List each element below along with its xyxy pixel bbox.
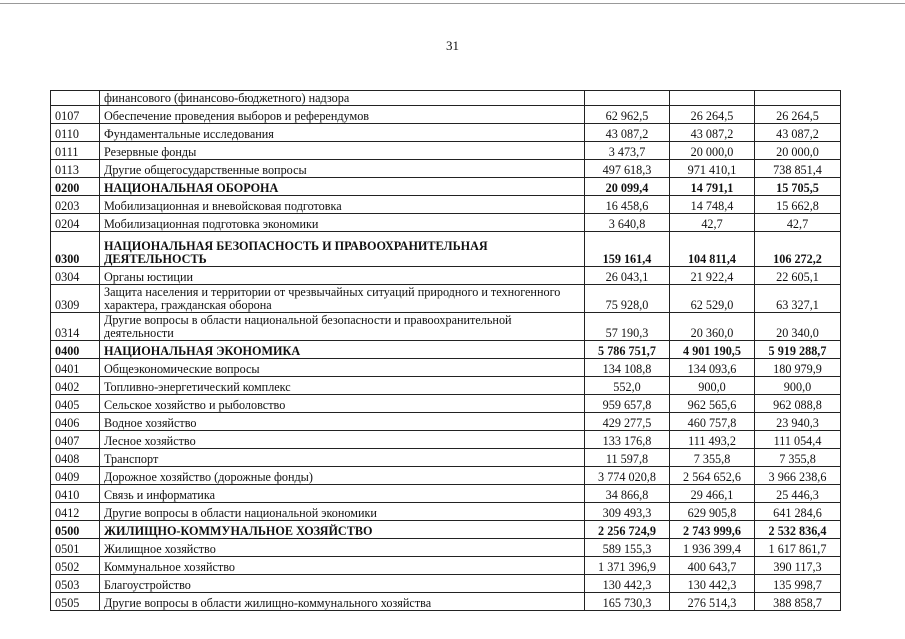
section-code: 0407 [51, 431, 100, 449]
value-col-3: 42,7 [755, 214, 841, 232]
table-row [51, 467, 841, 485]
value-col-3: 135 998,7 [755, 575, 841, 593]
value-col-1: 959 657,8 [585, 395, 670, 413]
value-col-1: 34 866,8 [585, 485, 670, 503]
value-col-1 [585, 91, 670, 106]
value-col-1: 3 473,7 [585, 142, 670, 160]
value-col-3: 2 532 836,4 [755, 521, 841, 539]
section-name: Фундаментальные исследования [100, 124, 585, 142]
table-row [51, 575, 841, 593]
section-name: Мобилизационная и вневойсковая подготовка [100, 196, 585, 214]
value-col-2: 460 757,8 [670, 413, 755, 431]
section-code: 0410 [51, 485, 100, 503]
table-row [51, 413, 841, 431]
section-name: Органы юстиции [100, 267, 585, 285]
value-col-1: 3 774 020,8 [585, 467, 670, 485]
section-name: Другие вопросы в области жилищно-коммунального хозяйства [100, 593, 585, 611]
table-row [51, 359, 841, 377]
value-col-1: 159 161,4 [585, 232, 670, 267]
table-row [51, 285, 841, 313]
section-code: 0309 [51, 285, 100, 313]
value-col-2: 20 000,0 [670, 142, 755, 160]
section-code: 0110 [51, 124, 100, 142]
value-col-2: 104 811,4 [670, 232, 755, 267]
section-code: 0314 [51, 313, 100, 341]
section-code: 0401 [51, 359, 100, 377]
section-name: Благоустройство [100, 575, 585, 593]
value-col-3: 43 087,2 [755, 124, 841, 142]
value-col-2: 971 410,1 [670, 160, 755, 178]
value-col-2: 43 087,2 [670, 124, 755, 142]
value-col-2: 111 493,2 [670, 431, 755, 449]
value-col-3 [755, 91, 841, 106]
value-col-1: 5 786 751,7 [585, 341, 670, 359]
section-code: 0405 [51, 395, 100, 413]
section-code: 0503 [51, 575, 100, 593]
table-row [51, 106, 841, 124]
table-row [51, 196, 841, 214]
page-number: 31 [446, 38, 459, 53]
value-col-3: 111 054,4 [755, 431, 841, 449]
table-row [51, 503, 841, 521]
section-name: Защита населения и территории от чрезвычайных ситуаций природного и техногенного характера, гражданская оборона [100, 285, 585, 313]
section-code: 0304 [51, 267, 100, 285]
value-col-1: 552,0 [585, 377, 670, 395]
value-col-2: 29 466,1 [670, 485, 755, 503]
section-code: 0406 [51, 413, 100, 431]
value-col-2: 276 514,3 [670, 593, 755, 611]
value-col-2 [670, 91, 755, 106]
value-col-2: 1 936 399,4 [670, 539, 755, 557]
value-col-3: 180 979,9 [755, 359, 841, 377]
section-name: Мобилизационная подготовка экономики [100, 214, 585, 232]
value-col-1: 43 087,2 [585, 124, 670, 142]
table-row [51, 142, 841, 160]
value-col-1: 62 962,5 [585, 106, 670, 124]
value-col-3: 7 355,8 [755, 449, 841, 467]
table-row [51, 267, 841, 285]
section-name: НАЦИОНАЛЬНАЯ ЭКОНОМИКА [100, 341, 585, 359]
value-col-2: 629 905,8 [670, 503, 755, 521]
section-code: 0409 [51, 467, 100, 485]
budget-table [50, 90, 841, 611]
value-col-3: 22 605,1 [755, 267, 841, 285]
section-name: НАЦИОНАЛЬНАЯ БЕЗОПАСНОСТЬ И ПРАВООХРАНИТЕЛЬНАЯ ДЕЯТЕЛЬНОСТЬ [100, 232, 585, 267]
table-row [51, 449, 841, 467]
section-code [51, 91, 100, 106]
value-col-2: 4 901 190,5 [670, 341, 755, 359]
value-col-3: 390 117,3 [755, 557, 841, 575]
value-col-3: 63 327,1 [755, 285, 841, 313]
section-code: 0200 [51, 178, 100, 196]
section-name: Резервные фонды [100, 142, 585, 160]
table-row [51, 124, 841, 142]
value-col-3: 106 272,2 [755, 232, 841, 267]
section-name: Топливно-энергетический комплекс [100, 377, 585, 395]
table-row [51, 485, 841, 503]
value-col-1: 309 493,3 [585, 503, 670, 521]
value-col-1: 133 176,8 [585, 431, 670, 449]
value-col-1: 497 618,3 [585, 160, 670, 178]
table-row-section-total [51, 232, 841, 267]
section-code: 0408 [51, 449, 100, 467]
section-code: 0402 [51, 377, 100, 395]
section-code: 0203 [51, 196, 100, 214]
value-col-1: 429 277,5 [585, 413, 670, 431]
value-col-3: 23 940,3 [755, 413, 841, 431]
section-code: 0113 [51, 160, 100, 178]
section-code: 0300 [51, 232, 100, 267]
value-col-2: 962 565,6 [670, 395, 755, 413]
value-col-2: 42,7 [670, 214, 755, 232]
section-code: 0412 [51, 503, 100, 521]
table-row [51, 313, 841, 341]
value-col-2: 134 093,6 [670, 359, 755, 377]
value-col-1: 589 155,3 [585, 539, 670, 557]
value-col-2: 130 442,3 [670, 575, 755, 593]
table-row [51, 557, 841, 575]
value-col-1: 11 597,8 [585, 449, 670, 467]
value-col-2: 20 360,0 [670, 313, 755, 341]
value-col-3: 900,0 [755, 377, 841, 395]
value-col-2: 14 791,1 [670, 178, 755, 196]
section-name: Другие общегосударственные вопросы [100, 160, 585, 178]
value-col-3: 15 705,5 [755, 178, 841, 196]
value-col-3: 962 088,8 [755, 395, 841, 413]
section-name: финансового (финансово-бюджетного) надзора [100, 91, 585, 106]
section-code: 0500 [51, 521, 100, 539]
section-name: Транспорт [100, 449, 585, 467]
value-col-1: 165 730,3 [585, 593, 670, 611]
section-name: Дорожное хозяйство (дорожные фонды) [100, 467, 585, 485]
top-rule [0, 3, 905, 4]
table-row-section-total [51, 521, 841, 539]
value-col-2: 7 355,8 [670, 449, 755, 467]
section-name: Другие вопросы в области национальной экономики [100, 503, 585, 521]
table-row-section-total [51, 341, 841, 359]
value-col-3: 20 340,0 [755, 313, 841, 341]
value-col-3: 3 966 238,6 [755, 467, 841, 485]
section-name: Лесное хозяйство [100, 431, 585, 449]
table-row [51, 539, 841, 557]
value-col-1: 16 458,6 [585, 196, 670, 214]
section-name: Общеэкономические вопросы [100, 359, 585, 377]
value-col-3: 1 617 861,7 [755, 539, 841, 557]
section-name: Коммунальное хозяйство [100, 557, 585, 575]
value-col-1: 20 099,4 [585, 178, 670, 196]
value-col-2: 14 748,4 [670, 196, 755, 214]
value-col-1: 130 442,3 [585, 575, 670, 593]
section-code: 0107 [51, 106, 100, 124]
value-col-3: 5 919 288,7 [755, 341, 841, 359]
table-row [51, 431, 841, 449]
table-row [51, 214, 841, 232]
value-col-3: 25 446,3 [755, 485, 841, 503]
value-col-2: 400 643,7 [670, 557, 755, 575]
section-code: 0501 [51, 539, 100, 557]
value-col-1: 3 640,8 [585, 214, 670, 232]
value-col-2: 21 922,4 [670, 267, 755, 285]
table-row [51, 395, 841, 413]
section-name: Сельское хозяйство и рыболовство [100, 395, 585, 413]
section-name: Другие вопросы в области национальной безопасности и правоохранительной деятельности [100, 313, 585, 341]
table-row [51, 593, 841, 611]
section-code: 0505 [51, 593, 100, 611]
value-col-1: 26 043,1 [585, 267, 670, 285]
table-row [51, 377, 841, 395]
value-col-3: 26 264,5 [755, 106, 841, 124]
value-col-2: 26 264,5 [670, 106, 755, 124]
value-col-3: 641 284,6 [755, 503, 841, 521]
value-col-2: 62 529,0 [670, 285, 755, 313]
table-row [51, 160, 841, 178]
section-code: 0400 [51, 341, 100, 359]
table-row-section-total [51, 178, 841, 196]
value-col-3: 20 000,0 [755, 142, 841, 160]
value-col-2: 2 564 652,6 [670, 467, 755, 485]
section-code: 0111 [51, 142, 100, 160]
value-col-3: 388 858,7 [755, 593, 841, 611]
section-name: ЖИЛИЩНО-КОММУНАЛЬНОЕ ХОЗЯЙСТВО [100, 521, 585, 539]
value-col-1: 57 190,3 [585, 313, 670, 341]
section-name: Жилищное хозяйство [100, 539, 585, 557]
value-col-1: 2 256 724,9 [585, 521, 670, 539]
value-col-1: 134 108,8 [585, 359, 670, 377]
section-name: НАЦИОНАЛЬНАЯ ОБОРОНА [100, 178, 585, 196]
value-col-1: 1 371 396,9 [585, 557, 670, 575]
section-name: Связь и информатика [100, 485, 585, 503]
value-col-1: 75 928,0 [585, 285, 670, 313]
section-code: 0204 [51, 214, 100, 232]
value-col-3: 15 662,8 [755, 196, 841, 214]
value-col-2: 2 743 999,6 [670, 521, 755, 539]
section-name: Обеспечение проведения выборов и референдумов [100, 106, 585, 124]
table-row [51, 91, 841, 106]
section-code: 0502 [51, 557, 100, 575]
section-name: Водное хозяйство [100, 413, 585, 431]
value-col-2: 900,0 [670, 377, 755, 395]
value-col-3: 738 851,4 [755, 160, 841, 178]
